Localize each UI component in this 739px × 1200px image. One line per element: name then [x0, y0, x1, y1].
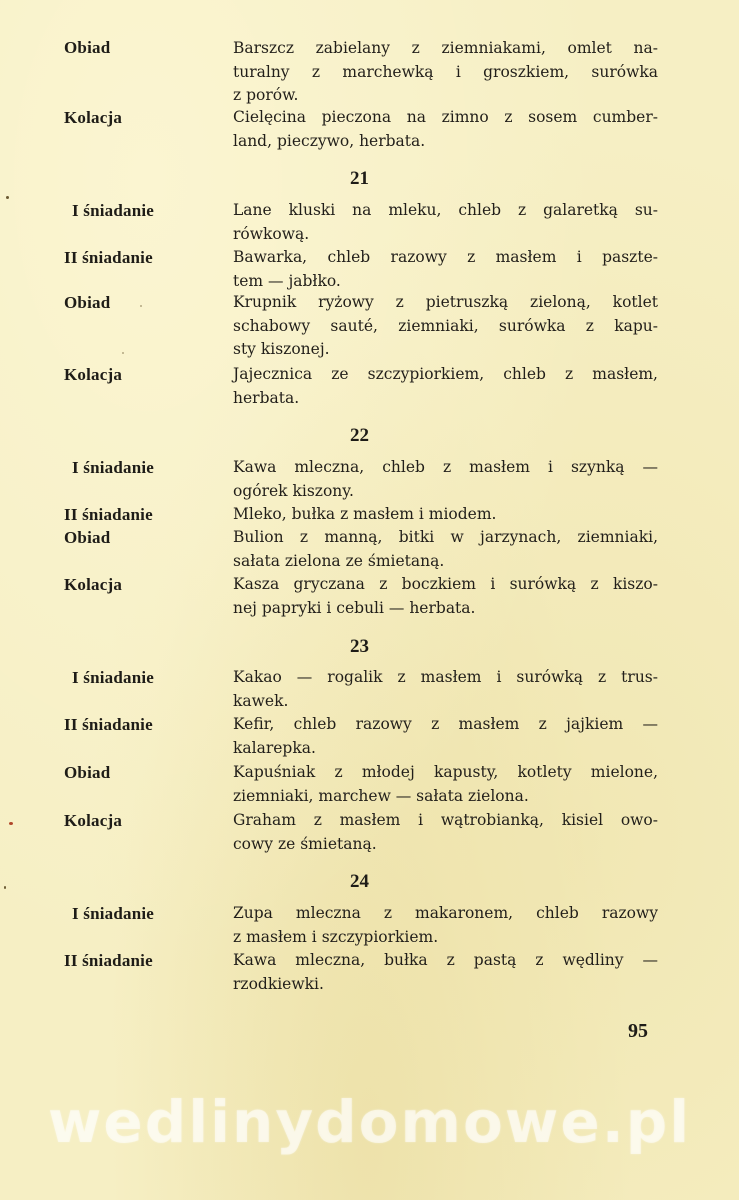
meal-label-i-sniadanie: I śniadanie: [72, 458, 155, 477]
meal-description: [233, 246, 658, 293]
description-line: rzodkiewki.: [233, 974, 324, 993]
meal-description: [233, 503, 658, 527]
description-line: nej papryki i cebuli — herbata.: [233, 598, 476, 617]
description-line: Bulion z manną, bitki w jarzynach, ziemniaki,: [233, 528, 658, 546]
meal-description: [233, 456, 658, 503]
meal-description: [233, 106, 658, 153]
description-line: tem — jabłko.: [233, 271, 341, 290]
day-number-24: 24: [350, 871, 369, 892]
description-line: Kawa mleczna, chleb z masłem i szynką —: [233, 458, 658, 476]
meal-description: [233, 37, 658, 108]
description-line: Zupa mleczna z makaronem, chleb razowy: [233, 904, 658, 922]
description-line: kalarepka.: [233, 738, 316, 757]
meal-description: [233, 526, 658, 573]
meal-label-kolacja: Kolacja: [64, 811, 123, 830]
description-line: Jajecznica ze szczypiorkiem, chleb z masłem,: [233, 365, 658, 383]
meal-label-ii-sniadanie: II śniadanie: [64, 715, 153, 734]
description-line: Mleko, bułka z masłem i miodem.: [233, 505, 497, 523]
description-line: sałata zielona ze śmietaną.: [233, 551, 445, 570]
meal-description: [233, 761, 658, 808]
meal-label-ii-sniadanie: II śniadanie: [64, 505, 153, 524]
description-line: Lane kluski na mleku, chleb z galaretką su-: [233, 201, 658, 219]
day-number-21: 21: [350, 168, 369, 189]
meal-label-kolacja: Kolacja: [64, 108, 123, 127]
description-line: rówkową.: [233, 224, 310, 243]
day-number-22: 22: [350, 425, 369, 446]
meal-label-kolacja: Kolacja: [64, 365, 123, 384]
description-line: Kakao — rogalik z masłem i surówką z trus-: [233, 668, 658, 686]
description-line: z masłem i szczypiorkiem.: [233, 927, 439, 946]
meal-description: [233, 363, 658, 410]
print-speck: [6, 196, 9, 199]
description-line: ziemniaki, marchew — sałata zielona.: [233, 786, 529, 805]
meal-description: [233, 666, 658, 713]
description-line: schabowy sauté, ziemniaki, surówka z kapu-: [233, 316, 658, 335]
watermark-text: wedlinydomowe.pl: [47, 1088, 692, 1156]
meal-description: [233, 809, 658, 856]
print-speck: [122, 352, 124, 354]
description-line: ogórek kiszony.: [233, 481, 354, 500]
description-line: Kefir, chleb razowy z masłem z jajkiem —: [233, 715, 658, 733]
description-line: Kasza gryczana z boczkiem i surówką z kiszo-: [233, 575, 658, 593]
meal-description: [233, 291, 658, 362]
meal-label-ii-sniadanie: II śniadanie: [64, 951, 153, 970]
meal-label-ii-sniadanie: II śniadanie: [64, 248, 153, 267]
description-line: kawek.: [233, 691, 289, 710]
meal-label-obiad: Obiad: [64, 38, 111, 57]
description-line: z porów.: [233, 86, 299, 104]
meal-label-i-sniadanie: I śniadanie: [72, 201, 155, 220]
description-line: Krupnik ryżowy z pietruszką zieloną, kotlet: [233, 293, 658, 311]
meal-label-obiad: Obiad: [64, 763, 111, 782]
print-speck: [140, 305, 142, 307]
meal-description: [233, 713, 658, 760]
meal-description: [233, 199, 658, 246]
description-line: Barszcz zabielany z ziemniakami, omlet na-: [233, 39, 658, 57]
description-line: Bawarka, chleb razowy z masłem i paszte-: [233, 248, 658, 266]
meal-label-kolacja: Kolacja: [64, 575, 123, 594]
print-speck: [9, 822, 13, 825]
meal-description: [233, 573, 658, 620]
meal-label-i-sniadanie: I śniadanie: [72, 668, 155, 687]
meal-description: [233, 949, 658, 996]
day-number-23: 23: [350, 636, 369, 657]
page-number: 95: [628, 1020, 648, 1042]
print-speck: [4, 886, 6, 889]
description-line: herbata.: [233, 388, 300, 407]
meal-label-i-sniadanie: I śniadanie: [72, 904, 155, 923]
description-line: Kapuśniak z młodej kapusty, kotlety mielone,: [233, 763, 658, 781]
description-line: land, pieczywo, herbata.: [233, 131, 426, 150]
description-line: Graham z masłem i wątrobianką, kisiel owo-: [233, 811, 658, 829]
description-line: sty kiszonej.: [233, 340, 330, 358]
description-line: cowy ze śmietaną.: [233, 834, 377, 853]
description-line: Cielęcina pieczona na zimno z sosem cumber-: [233, 108, 658, 126]
meal-label-obiad: Obiad: [64, 528, 111, 547]
meal-description: [233, 902, 658, 949]
description-line: Kawa mleczna, bułka z pastą z wędliny —: [233, 951, 658, 969]
description-line: turalny z marchewką i groszkiem, surówka: [233, 62, 658, 81]
meal-label-obiad: Obiad: [64, 293, 111, 312]
